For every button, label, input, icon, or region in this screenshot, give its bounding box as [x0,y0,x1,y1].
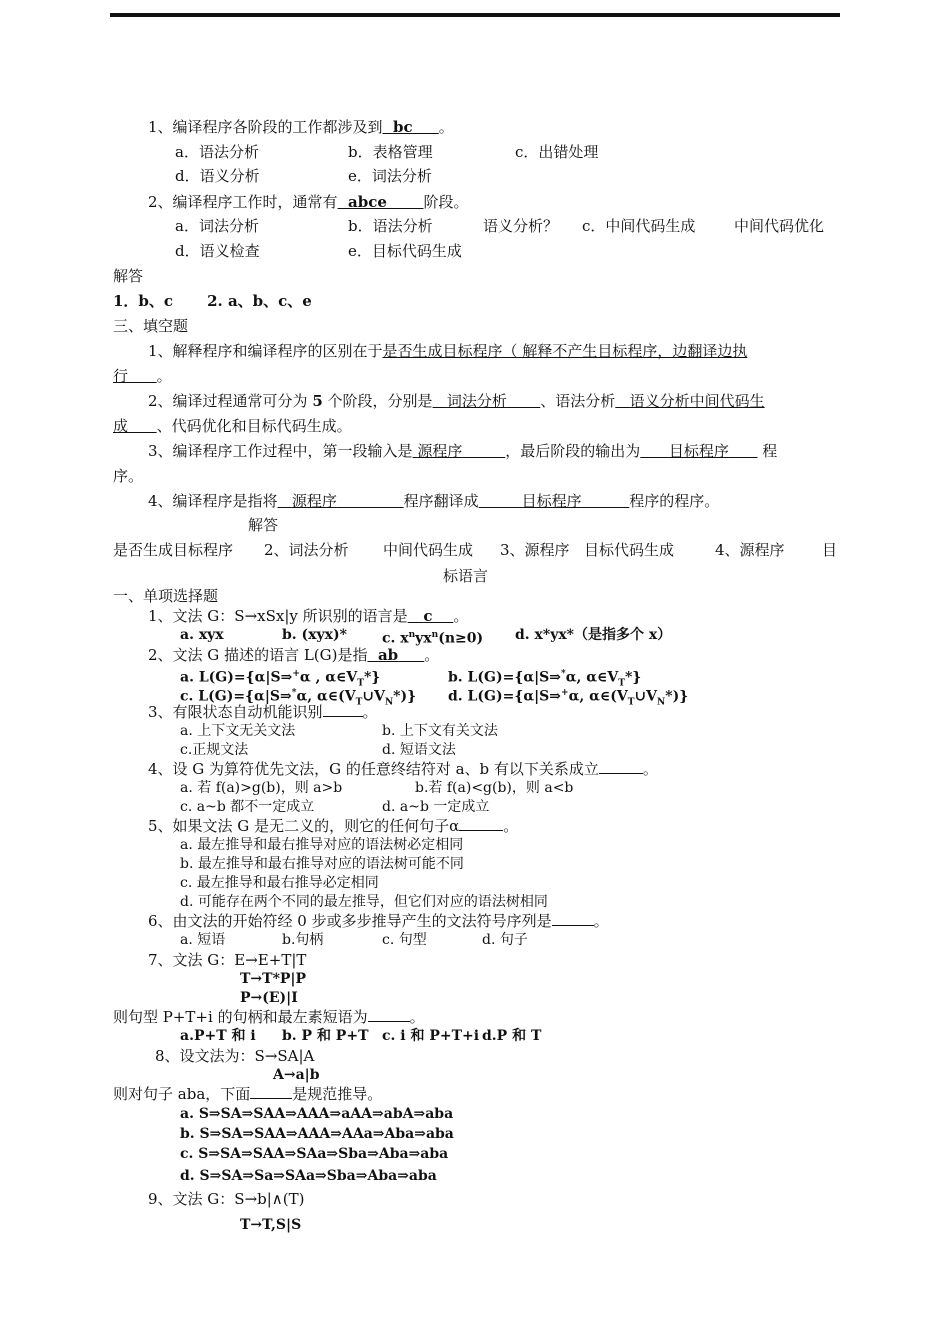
option: e．目标代码生成 [348,242,462,260]
option: d. 句子 [482,932,528,948]
choice-question-3: 3、有限状态自动机能识别 。 [148,703,378,721]
grammar-rule: T→T*P|P [240,971,307,987]
answer-text: 4、源程序 [715,541,785,559]
choice-question-9: 9、文法 G：S→b|∧(T) [148,1190,305,1208]
answer-text: 中间代码生成 [383,541,474,559]
answer-blank: abce [348,193,387,211]
choice-question-1: 1、文法 G：S→xSx|y 所识别的语言是 c 。 [148,607,469,625]
option: a. 最左推导和最右推导对应的语法树必定相同 [180,837,464,853]
option: a. 短语 [180,932,226,948]
header-rule [110,13,840,17]
fill-question-3: 3、编译程序工作过程中，第一段输入是 源程序 ，最后阶段的输出为 目标程序 程 [148,442,778,460]
answer-text: 标语言 [443,567,489,585]
option: a. L(G)={α|S⇒+α , $\alpha\in V_T*$} [180,669,381,689]
answer-blank: bc [393,118,413,136]
option: a. S⇒SA⇒SAA⇒AAA⇒aAA⇒abA⇒aba [180,1106,454,1122]
option: b.句柄 [282,932,324,948]
option: c．中间代码生成 [582,217,696,235]
option: c．出错处理 [515,143,599,161]
fill-question-2: 2、编译过程通常可分为 5 个阶段，分别是 词法分析 、语法分析 语义分析中间代码生 [148,392,765,410]
question-stem: 则对句子 aba，下面 是规范推导。 [113,1085,383,1103]
option: b. L(G)={α|S⇒*α, $\alpha\in V_T*$} [448,669,642,689]
option: c. L(G)={α|S⇒*α, $\alpha\in(V_T\cup V_N*)$} [180,688,417,708]
option: c. 最左推导和最右推导必定相同 [180,875,379,891]
option: c.正规文法 [180,742,249,758]
choice-question-4: 4、设 G 为算符优先文法，G 的任意终结符对 a、b 有以下关系成立 。 [148,760,658,778]
choice-question-5: 5、如果文法 G 是无二义的，则它的任何句子α 。 [148,817,519,835]
option: c. 句型 [382,932,427,948]
option: a. 若 f(a)>g(b)，则 a>b [180,780,343,796]
section-heading: 三、填空题 [113,317,189,335]
fill-question-2-cont: 成 、代码优化和目标代码生成。 [113,417,352,435]
option: b. 最左推导和最右推导对应的语法树可能不同 [180,856,464,872]
option: d. 短语文法 [382,742,456,758]
choice-question-8: 8、设文法为：S→SA|A [155,1047,315,1065]
option: a．词法分析 [175,217,259,235]
option: c. $x^nyx^n(n\ge 0)$ [382,630,484,647]
grammar-rule: T→T,S|S [240,1217,302,1233]
option: d.P 和 T [482,1028,542,1044]
option: d．语义检查 [175,242,260,260]
answer-heading: 解答 [113,267,144,285]
fill-question-1: 1、解释程序和编译程序的区别在于是否生成目标程序（ 解释不产生目标程序，边翻译边执 [148,342,748,360]
option: a．语法分析 [175,143,259,161]
option: b. P 和 P+T [282,1028,369,1044]
option: 语义分析？ [483,217,559,235]
option: d. 可能存在两个不同的最左推导，但它们对应的语法树相同 [180,894,548,910]
answer-text: 2、词法分析 [264,541,349,559]
choice-question-2: 2、文法 G 描述的语言 L(G)是指 ab 。 [148,646,440,664]
question-2: 2、编译程序工作时，通常有 abce 阶段。 [148,193,469,211]
fill-question-3-cont: 序。 [113,467,144,485]
option: d. L(G)={α|S⇒+α, $\alpha\in(V_T\cup V_N*)$} [448,688,689,708]
answer-heading: 解答 [248,516,279,534]
grammar-rule: P→(E)|I [240,990,298,1006]
option: a. 上下文无关文法 [180,723,296,739]
answer-text: 是否生成目标程序 [113,541,234,559]
option: d. a~b 一定成立 [382,799,490,815]
fill-question-4: 4、编译程序是指将 源程序 程序翻译成 目标程序 程序的程序。 [148,492,720,510]
option: b. (xyx)* [282,627,347,643]
answer-text: 目标代码生成 [584,541,675,559]
option: b. 上下文有关文法 [382,723,498,739]
fill-question-1-cont: 行 。 [113,367,172,385]
option: d．语义分析 [175,167,260,185]
question-1: 1、编译程序各阶段的工作都涉及到 bc 。 [148,118,454,136]
question-stem: 则句型 P+T+i 的句柄和最左素短语为 。 [113,1008,425,1026]
option: b.若 f(a)<g(b)，则 a<b [415,780,574,796]
answer-text: 3、源程序 [500,541,570,559]
option: c. i 和 P+T+i [382,1028,480,1044]
option: a.P+T 和 i [180,1028,256,1044]
option: c. a~b 都不一定成立 [180,799,315,815]
choice-question-7: 7、文法 G：E→E+T|T [148,951,307,969]
option: d. S⇒SA⇒Sa⇒SAa⇒Sba⇒Aba⇒aba [180,1168,437,1184]
option: d. x*yx*（是指多个 x） [515,627,672,643]
option: 中间代码优化 [734,217,825,235]
option: b．表格管理 [348,143,433,161]
section-heading: 一、单项选择题 [113,587,219,605]
answer-line: 1．b、c 2. a、b、c、e [113,292,312,310]
grammar-rule: A→a|b [273,1067,320,1083]
choice-question-6: 6、由文法的开始符经 0 步或多步推导产生的文法符号序列是 。 [148,912,609,930]
answer-text: 目 [822,541,838,559]
option: a. xyx [180,627,224,643]
option: c. S⇒SA⇒SAA⇒SAa⇒Sba⇒Aba⇒aba [180,1146,449,1162]
option: b．语法分析 [348,217,433,235]
option: b. S⇒SA⇒SAA⇒AAA⇒AAa⇒Aba⇒aba [180,1126,454,1142]
option: e．词法分析 [348,167,432,185]
